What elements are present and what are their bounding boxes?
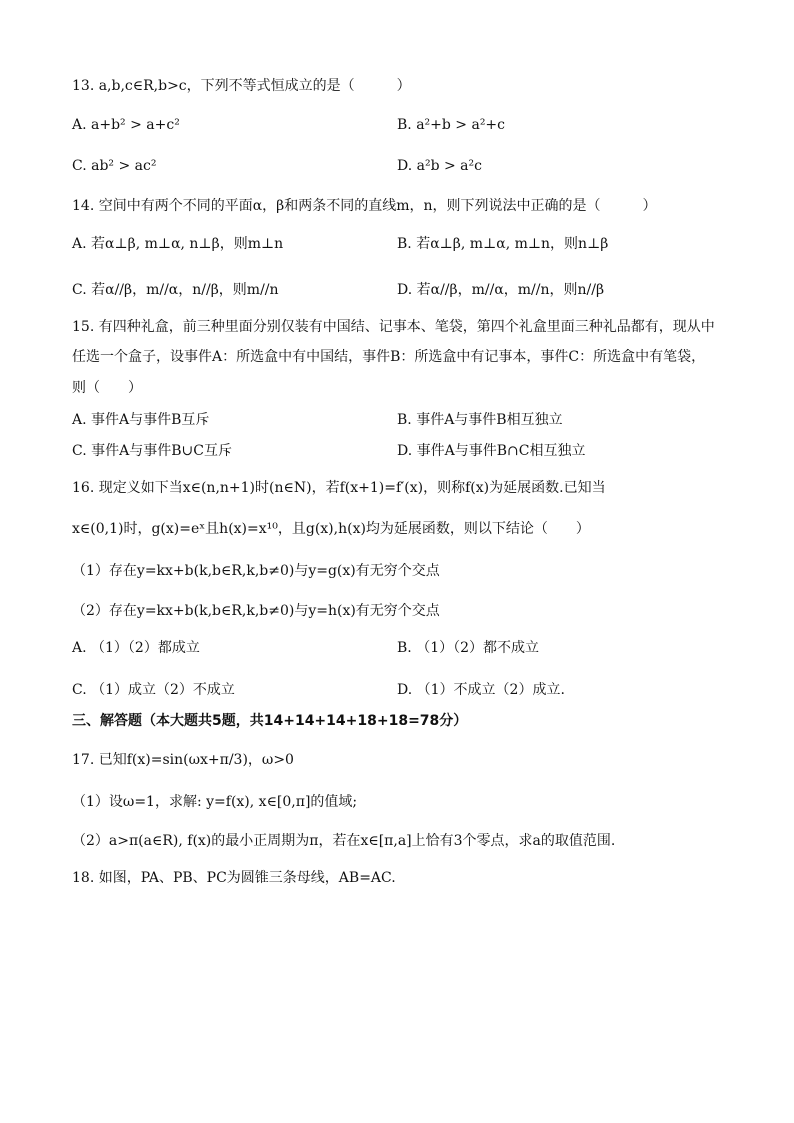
q16-option-a: A. （1）（2）都成立 <box>72 640 200 656</box>
q15-option-a: A. 事件A与事件B互斥 <box>72 412 210 428</box>
q16-condition-1: （1）存在y=kx+b(k,b∈R,k,b≠0)与y=g(x)有无穷个交点 <box>72 563 440 579</box>
q13-option-d: D. a²b > a²c <box>397 158 482 174</box>
q16-option-c: C. （1）成立（2）不成立 <box>72 682 235 698</box>
q16-condition-2: （2）存在y=kx+b(k,b∈R,k,b≠0)与y=h(x)有无穷个交点 <box>72 603 440 619</box>
q13-option-b: B. a²+b > a²+c <box>397 117 506 133</box>
q15-stem-line1: 15. 有四种礼盒，前三种里面分别仅装有中国结、记事本、笔袋，第四个礼盒里面三种礼品都有，现从中 <box>72 319 715 335</box>
q16-option-b: B. （1）（2）都不成立 <box>397 640 540 656</box>
q13-stem: 13. a,b,c∈R,b>c，下列不等式恒成立的是（ ） <box>72 78 411 94</box>
q14-stem: 14. 空间中有两个不同的平面α，β和两条不同的直线m，n，则下列说法中正确的是（ ） <box>72 198 657 214</box>
q16-stem-line1: 16. 现定义如下当x∈(n,n+1)时(n∈N)，若f(x+1)=f′(x)，则称f(x)为延展函数.已知当 <box>72 480 606 496</box>
q17-stem: 17. 已知f(x)=sin(ωx+π/3)，ω>0 <box>72 752 294 768</box>
q18-stem: 18. 如图，PA、PB、PC为圆锥三条母线，AB=AC. <box>72 870 396 886</box>
q16-stem-line2: x∈(0,1)时，g(x)=eˣ且h(x)=x¹⁰，且g(x),h(x)均为延展函数，则以下结论（ ） <box>72 521 590 537</box>
q13-option-c: C. ab² > ac² <box>72 158 157 174</box>
q14-option-d: D. 若α//β，m//α，m//n，则n//β <box>397 282 605 298</box>
q15-option-b: B. 事件A与事件B相互独立 <box>397 412 563 428</box>
q14-option-a: A. 若α⊥β, m⊥α, n⊥β，则m⊥n <box>72 236 284 252</box>
q15-option-c: C. 事件A与事件B∪C互斥 <box>72 443 232 459</box>
q16-option-d: D. （1）不成立（2）成立. <box>397 682 565 698</box>
q14-option-c: C. 若α//β，m//α，n//β，则m//n <box>72 282 279 298</box>
q17-part-1: （1）设ω=1，求解: y=f(x), x∈[0,π]的值域; <box>72 794 358 810</box>
section-3-heading: 三、解答题（本大题共5题，共14+14+14+18+18=78分） <box>72 713 468 729</box>
q13-option-a: A. a+b² > a+c² <box>72 117 180 133</box>
q15-stem-line2: 任选一个盒子，设事件A：所选盒中有中国结，事件B：所选盒中有记事本，事件C：所选盒中有笔袋， <box>72 349 706 365</box>
q14-option-b: B. 若α⊥β, m⊥α, m⊥n，则n⊥β <box>397 236 609 252</box>
q17-part-2: （2）a>π(a∈R), f(x)的最小正周期为π，若在x∈[π,a]上恰有3个零点，求a的取值范围. <box>72 833 616 849</box>
q15-option-d: D. 事件A与事件B∩C相互独立 <box>397 443 586 459</box>
q15-stem-line3: 则（ ） <box>72 380 142 396</box>
